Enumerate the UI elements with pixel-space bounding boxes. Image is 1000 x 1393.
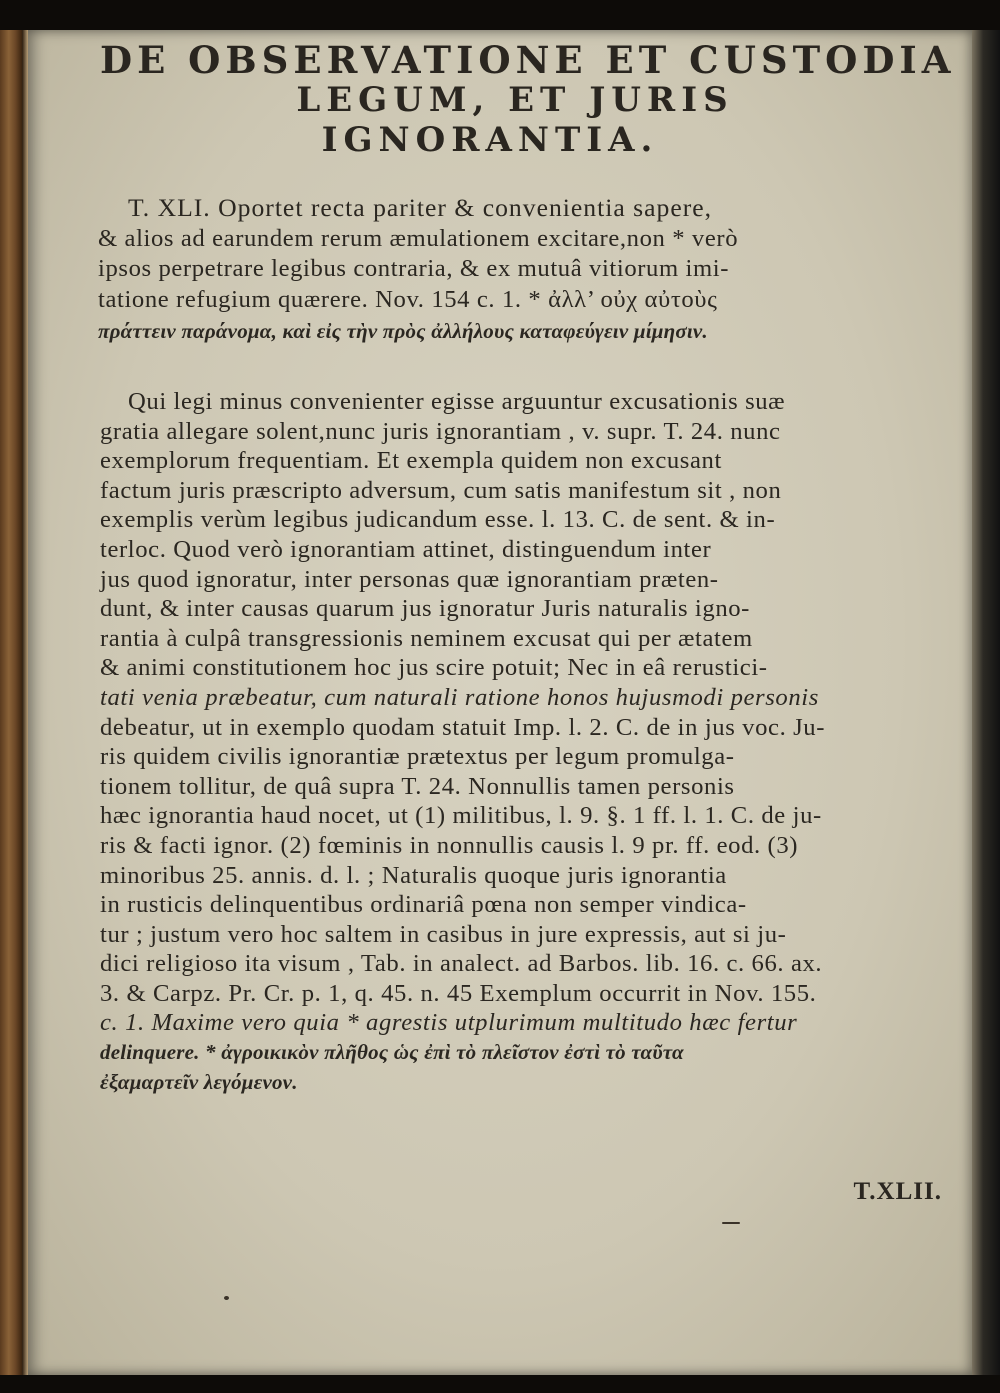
paragraph-line: terloc. Quod verò ignorantiam attinet, distinguendum inter	[100, 535, 712, 563]
title-line-1: DE OBSERVATIONE ET CUSTODIA	[100, 38, 956, 82]
title-line-2: LEGUM, ET JURIS	[296, 80, 734, 120]
paragraph-line: dunt, & inter causas quarum jus ignoratur Juris naturalis igno-	[100, 595, 750, 623]
title-line-3: IGNORANTIA.	[321, 120, 659, 160]
paragraph-line: ipsos perpetrare legibus contraria, & ex mutuâ vitiorum imi-	[98, 255, 730, 283]
paragraph-2	[100, 387, 948, 1097]
paragraph-line: factum juris præscripto adversum, cum satis manifestum sit , non	[100, 476, 782, 504]
paragraph-line: debeatur, ut in exemplo quodam statuit Imp. l. 2. C. de in jus voc. Ju-	[100, 713, 826, 741]
paragraph-line: jus quod ignoratur, inter personas quæ ignorantiam præten-	[100, 565, 719, 593]
ink-speck	[224, 1296, 229, 1300]
paragraph-1	[98, 193, 948, 347]
book-binding-edge	[0, 30, 22, 1375]
paragraph-line: c. 1. Maxime vero quia * agrestis utplurimum multitudo hæc fertur	[100, 1009, 798, 1037]
greek-quotation: ἐξαμαρτεῖν λεγόμενον.	[100, 1069, 298, 1094]
paragraph-line: hæc ignorantia haud nocet, ut (1) militibus, l. 9. §. 1 ff. l. 1. C. de ju-	[100, 802, 822, 830]
paragraph-line: exemplis verùm legibus judicandum esse. l. 13. C. de sent. & in-	[100, 506, 776, 534]
paragraph-line: rantia à culpâ transgressionis neminem excusat qui per ætatem	[100, 624, 753, 652]
paragraph-line: dici religioso ita visum , Tab. in analect. ad Barbos. lib. 16. c. 66. ax.	[100, 950, 823, 978]
paragraph-line: 3. & Carpz. Pr. Cr. p. 1, q. 45. n. 45 Exemplum occurrit in Nov. 155.	[100, 979, 817, 1007]
paragraph-line: tur ; justum vero hoc saltem in casibus in jure expressis, aut si ju-	[100, 920, 787, 948]
paragraph-line: exemplorum frequentiam. Et exempla quidem non excusant	[100, 447, 722, 475]
paragraph-line: ris quidem civilis ignorantiæ prætextus per legum promulga-	[100, 743, 735, 771]
paragraph-line: tatione refugium quærere. Nov. 154 c. 1. * ἀλλ’ οὐχ αὐτοὺς	[98, 286, 718, 314]
paragraph-line: in rusticis delinquentibus ordinariâ pœna non semper vindica-	[100, 891, 747, 919]
paragraph-line: ris & facti ignor. (2) fœminis in nonnullis causis l. 9 pr. ff. eod. (3)	[100, 831, 799, 859]
paragraph-line: tionem tollitur, de quâ supra T. 24. Nonnullis tamen personis	[100, 772, 735, 800]
paragraph-line: minoribus 25. annis. d. l. ; Naturalis quoque juris ignorantia	[100, 861, 727, 889]
paragraph-line: tati venia præbeatur, cum naturali ratione honos hujusmodi personis	[100, 683, 819, 711]
page-shadow-edge	[972, 30, 1000, 1375]
paragraph-line: Qui legi minus convenienter egisse arguuntur excusationis suæ	[128, 388, 786, 415]
ink-speck	[722, 1222, 740, 1224]
catchword: T.XLII.	[853, 1178, 942, 1205]
paragraph-line: & alios ad earundem rerum æmulationem excitare,non * verò	[98, 224, 739, 252]
page-title	[70, 38, 956, 160]
paragraph-line: & animi constitutionem hoc jus scire potuit; Nec in eâ rerustici-	[100, 654, 768, 682]
paragraph-line: gratia allegare solent,nunc juris ignorantiam , v. supr. T. 24. nunc	[100, 417, 781, 445]
greek-quotation: delinquere. * ἀγροικικὸν πλῆθος ὡς ἐπὶ τὸ πλεῖστον ἐστὶ τὸ ταῦτα	[100, 1040, 684, 1065]
greek-quotation: πράττειν παράνομα, καὶ εἰς τὴν πρὸς ἀλλήλους καταφεύγειν μίμησιν.	[98, 318, 708, 343]
paragraph-line: T. XLI. Oportet recta pariter & convenientia sapere,	[128, 193, 713, 222]
